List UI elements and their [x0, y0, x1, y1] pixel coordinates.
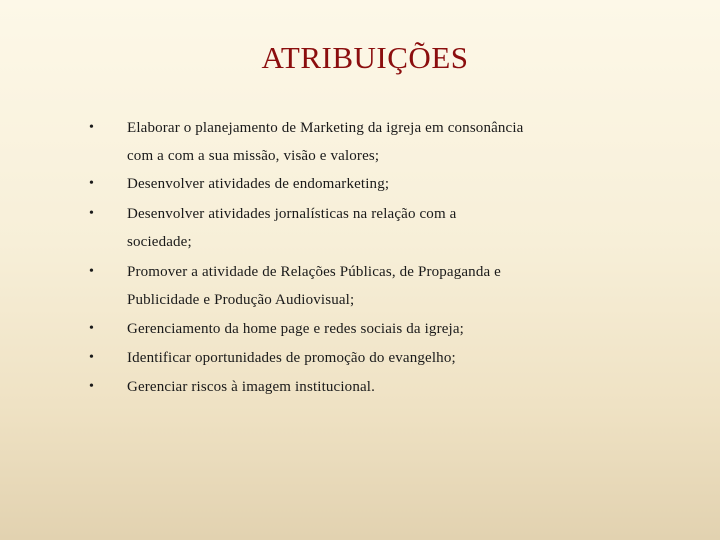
bullet-line: Publicidade e Produção Audiovisual; — [127, 292, 355, 308]
bullet-line: Desenvolver atividades jornalísticas na relação com a — [127, 206, 457, 222]
bullet-line: Elaborar o planejamento de Marketing da igreja em consonância — [127, 120, 524, 136]
bullet-text — [127, 348, 567, 368]
bullet-line: sociedade; — [127, 234, 192, 250]
bullet-line: Promover a atividade de Relações Públicas, de Propaganda e — [127, 264, 501, 280]
bullet-line: Gerenciamento da home page e redes sociais da igreja; — [127, 321, 464, 337]
bullet-line: com a com a sua missão, visão e valores; — [127, 148, 380, 164]
slide-title: ATRIBUIÇÕES — [261, 40, 469, 75]
bullet-marker: • — [89, 206, 94, 221]
bullet-text — [127, 174, 567, 194]
bullet-marker: • — [89, 379, 94, 394]
bullet-marker: • — [89, 264, 94, 279]
bullet-line: Identificar oportunidades de promoção do evangelho; — [127, 350, 456, 366]
bullet-marker: • — [89, 120, 94, 135]
bullet-text — [127, 204, 567, 252]
bullet-marker: • — [89, 176, 94, 191]
bullet-line: Desenvolver atividades de endomarketing; — [127, 176, 390, 192]
bullet-line: Gerenciar riscos à imagem institucional. — [127, 379, 375, 395]
bullet-text — [127, 262, 567, 310]
bullet-text — [127, 118, 567, 166]
bullet-text — [127, 377, 567, 397]
bullet-marker: • — [89, 321, 94, 336]
bullet-marker: • — [89, 350, 94, 365]
bullet-text — [127, 319, 567, 339]
